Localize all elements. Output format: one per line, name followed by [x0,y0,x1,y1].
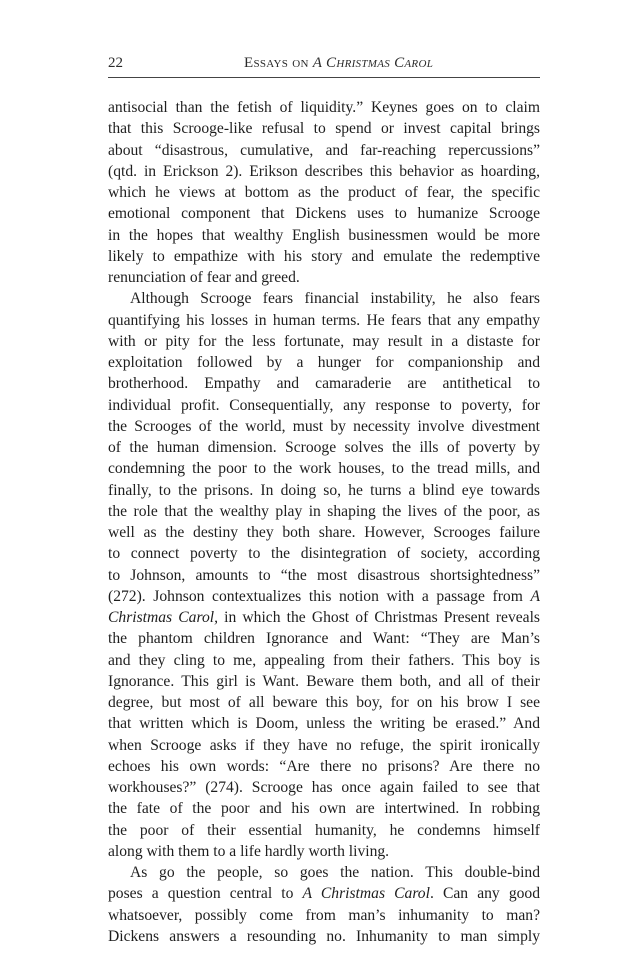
body-text [108,97,540,947]
text-line: Dickens answers a resounding no. Inhumanity to man simply [108,927,540,945]
page-number: 22 [108,55,123,71]
text-line: which he views at bottom as the product of fear, the specific [108,184,540,201]
text-line: with or pity for the less fortunate, may result in a distaste for [108,332,540,350]
text-line: in the hopes that wealthy English businessmen would be more [108,226,540,244]
text-line: likely to empathize with his story and emulate the redemptive [108,247,540,265]
text-line: exploitation followed by a hunger for companionship and [108,354,540,371]
text-line: the Scrooges of the world, must by necessity involve divestment [108,417,540,435]
text-line: (qtd. in Erickson 2). Erikson describes this behavior as hoarding, [108,162,540,180]
text-line: of the human dimension. Scrooge solves the ills of poverty by [108,439,540,456]
text-line: As go the people, so goes the nation. This double-bind [130,864,540,881]
text-line: brotherhood. Empathy and camaraderie are antithetical to [108,375,540,393]
text-line: about “disastrous, cumulative, and far-reaching repercussions” [108,141,540,159]
text-line: the phantom children Ignorance and Want: “They are Man’s [108,630,540,648]
text-line: the poor of their essential humanity, he condemns himself [108,821,540,839]
running-title [244,55,433,72]
text-line: Although Scrooge fears financial instability, he also fears [130,290,540,308]
running-header [108,52,540,74]
text-line: poses a question central to A Christmas Carol. Can any good [108,885,540,903]
running-title-prefix: Essays on [244,55,313,71]
text-line: emotional component that Dickens uses to humanize Scrooge [108,205,540,223]
text-line: Christmas Carol, in which the Ghost of Christmas Present reveals [108,609,540,626]
text-line: the fate of the poor and his own are intertwined. In robbing [108,800,540,818]
text-line: to connect poverty to the disintegration of society, according [108,545,540,563]
header-rule [108,77,540,78]
text-line: individual profit. Consequentially, any response to poverty, for [108,396,540,414]
text-line: antisocial than the fetish of liquidity.” Keynes goes on to claim [108,99,540,116]
text-line: condemning the poor to the work houses, to the tread mills, and [108,460,540,478]
text-line: along with them to a life hardly worth living. [108,842,390,860]
text-line: degree, but most of all beware this boy, for on his brow I see [108,694,540,711]
text-line: workhouses?” (274). Scrooge has once again failed to see that [108,779,540,796]
running-title-italic: A Christmas Carol [312,55,434,71]
text-line: when Scrooge asks if they have no refuge, the spirit ironically [108,736,540,754]
text-line: the role that the wealthy play in shaping the lives of the poor, as [108,502,540,520]
text-line: that this Scrooge-like refusal to spend or invest capital brings [108,120,540,138]
text-line: whatsoever, possibly come from man’s inhumanity to man? [108,906,540,924]
text-line: (272). Johnson contextualizes this notion with a passage from A [108,587,540,605]
text-line: to Johnson, amounts to “the most disastrous shortsightedness” [108,566,540,584]
text-line: and they cling to me, appealing from their fathers. This boy is [108,651,540,669]
text-line: renunciation of fear and greed. [108,269,300,286]
text-line: echoes his own words: “Are there no prisons? Are there no [108,757,540,775]
text-line: quantifying his losses in human terms. He fears that any empathy [108,311,540,329]
text-line: Ignorance. This girl is Want. Beware them both, and all of their [108,672,540,690]
text-line: that written which is Doom, unless the writing be erased.” And [108,715,540,733]
text-line: well as the destiny they both share. However, Scrooges failure [108,524,540,541]
text-line: finally, to the prisons. In doing so, he turns a blind eye towards [108,481,540,499]
